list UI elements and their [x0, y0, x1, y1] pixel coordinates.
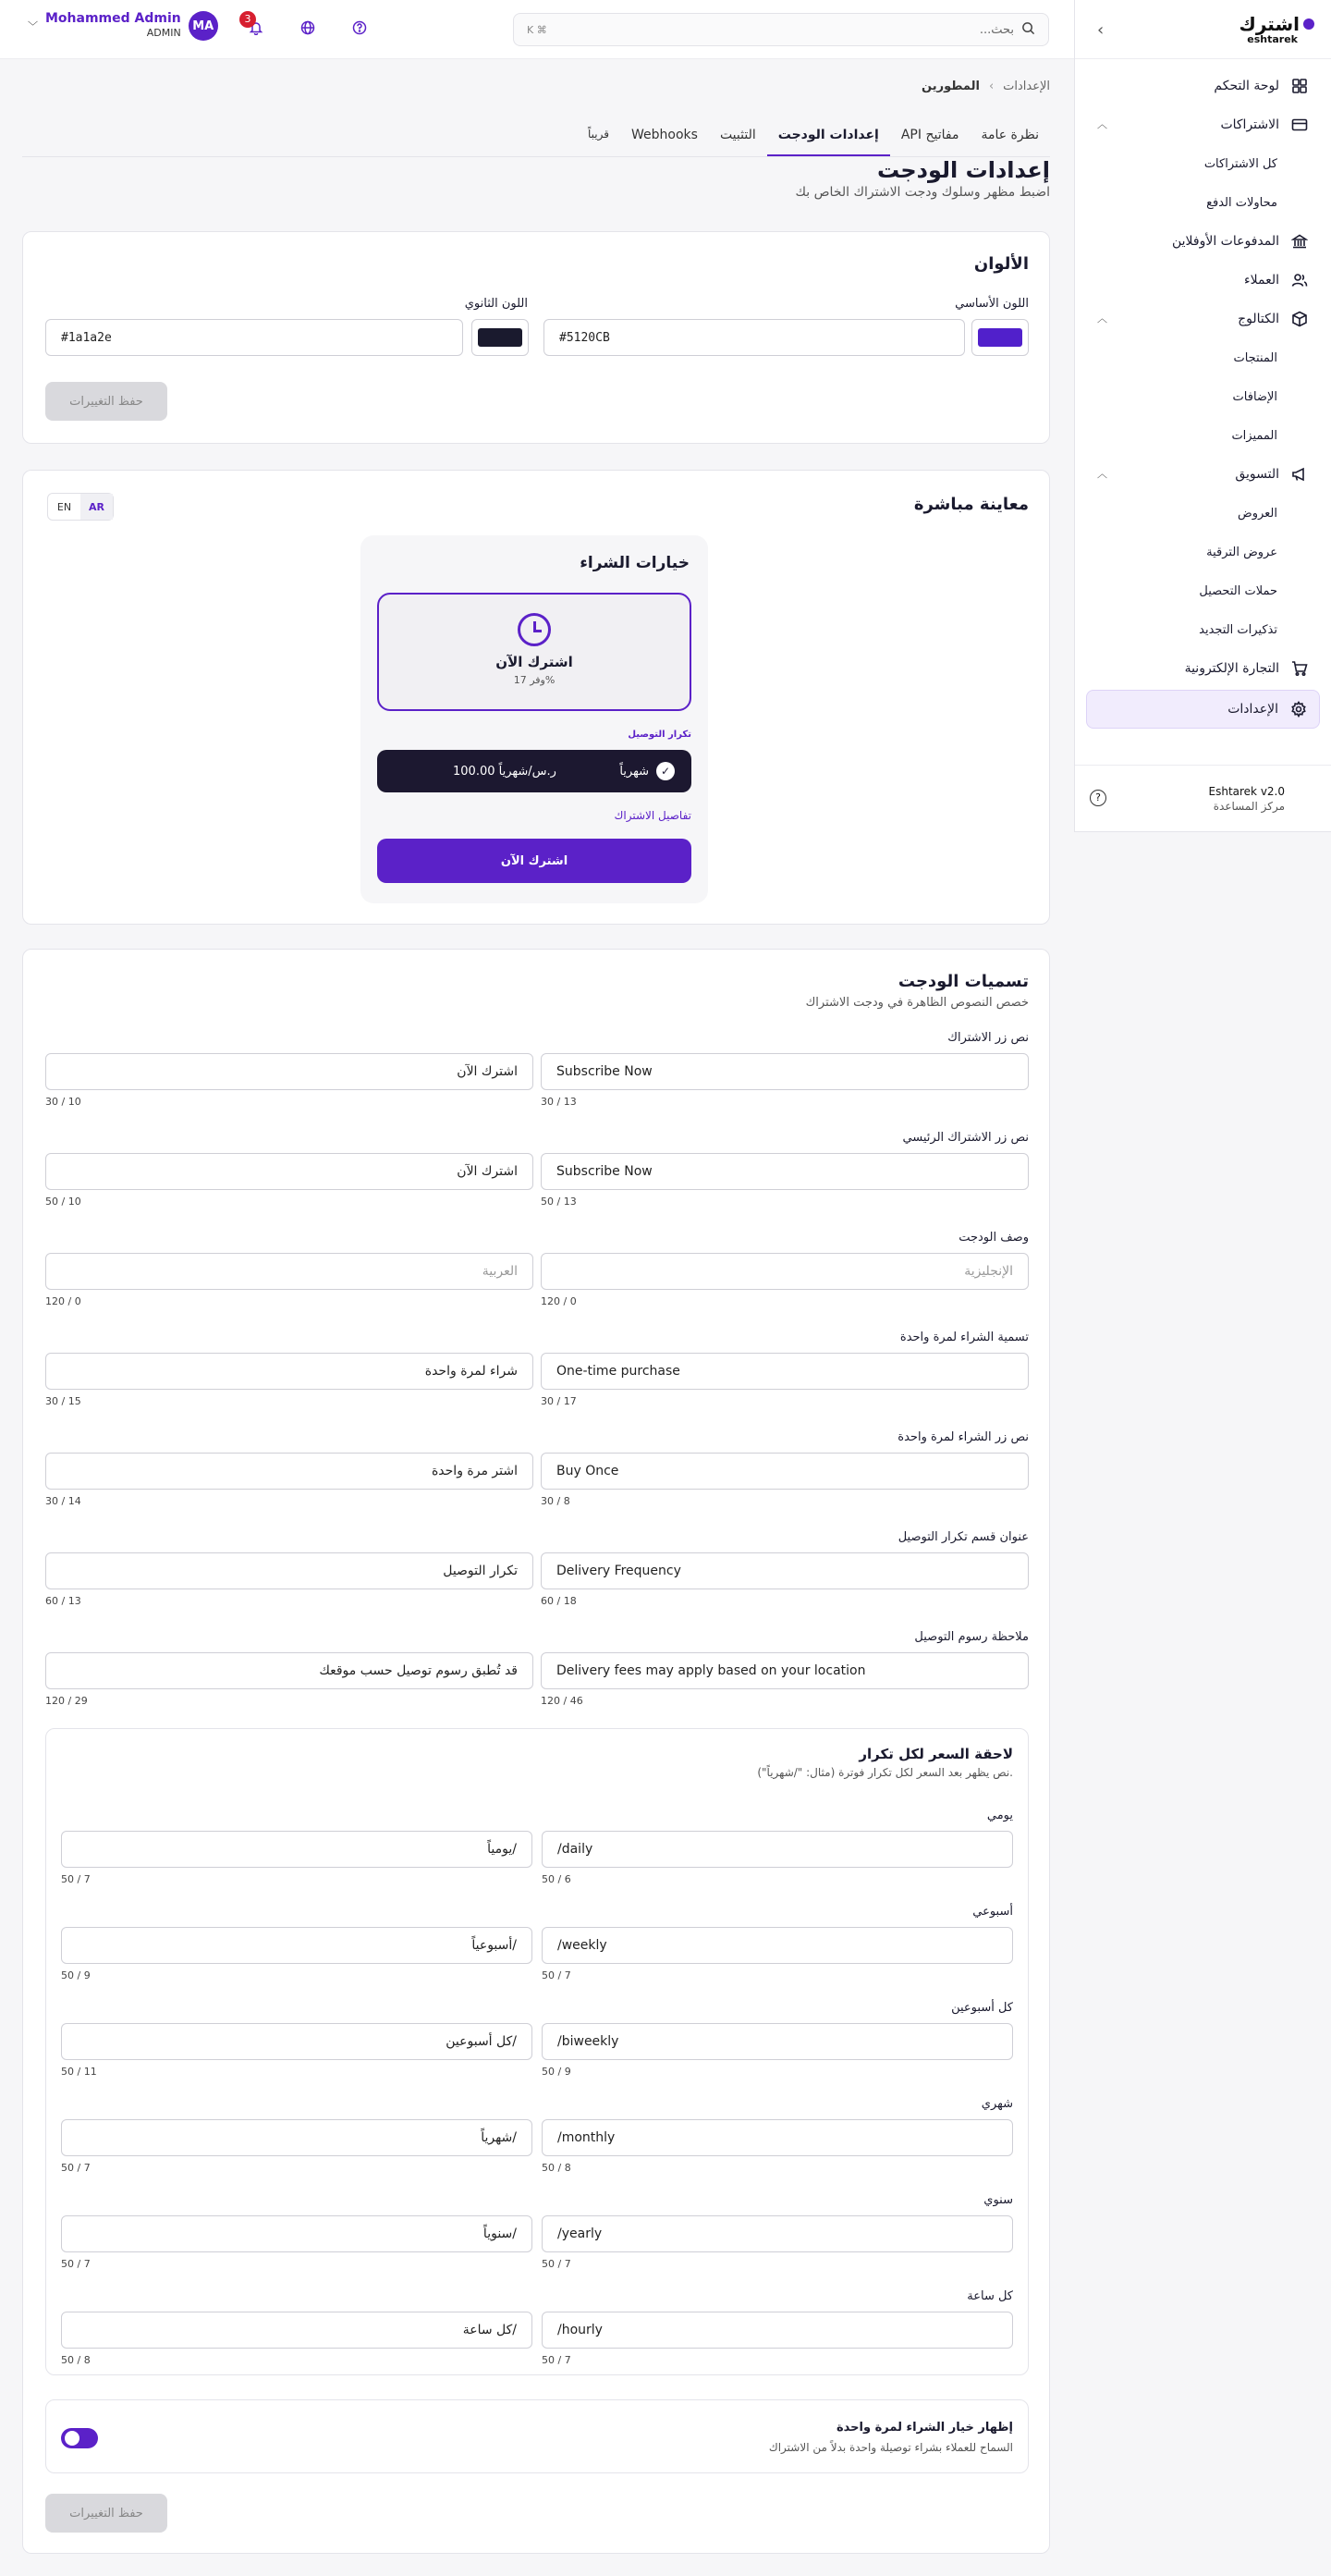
cart-icon [1290, 659, 1309, 678]
chevron-up-icon: ︿ [1097, 313, 1107, 325]
field-label: نص زر الاشتراك الرئيسي [902, 1131, 1029, 1145]
purchase-options-heading: خيارات الشراء [580, 554, 690, 572]
credit-card-icon [1290, 116, 1309, 134]
arabic-char-count: 50 / 11 [61, 2066, 97, 2078]
sidebar-item-upsells[interactable]: عروض الترقية [1206, 545, 1277, 559]
notification-badge: 3 [239, 11, 256, 28]
app-version: Eshtarek v2.0 [1208, 784, 1285, 798]
avatar: MA [189, 11, 218, 41]
gear-icon [1289, 700, 1308, 718]
check-icon: ✓ [656, 762, 675, 780]
arabic-char-count: 50 / 7 [61, 2162, 91, 2174]
arabic-char-count: 60 / 13 [45, 1595, 81, 1607]
tab-widget-settings[interactable]: إعدادات الودجت [767, 118, 890, 156]
bank-icon [1290, 232, 1309, 251]
page-title: إعدادات الودجت [876, 157, 1050, 183]
secondary-color-input[interactable]: #1a1a2e [45, 319, 463, 356]
arabic-char-count: 50 / 9 [61, 1969, 91, 1981]
sidebar-item-products[interactable]: المنتجات [1233, 350, 1277, 365]
sidebar-item-offline-payments[interactable]: المدفوعات الأوفلاين [1086, 222, 1320, 261]
arabic-placeholder: العربية [482, 1264, 518, 1279]
arabic-value-input[interactable]: /أسبوعياً [61, 1927, 532, 1964]
arabic-char-count: 120 / 29 [45, 1695, 88, 1707]
lang-ar-button[interactable]: AR [80, 494, 113, 520]
field-label: نص زر الشراء لمرة واحدة [898, 1430, 1029, 1444]
search-icon [1021, 21, 1035, 39]
onetime-toggle-description: السماح للعملاء بشراء توصيلة واحدة بدلاً من الاشتراك [768, 2441, 1013, 2454]
help-center-link[interactable]: مركز المساعدة [1213, 799, 1285, 813]
arabic-char-count: 30 / 14 [45, 1495, 81, 1507]
subscribe-option[interactable] [377, 593, 691, 711]
english-char-count: 50 / 9 [542, 2066, 571, 2078]
tab-webhooks[interactable]: Webhooks [631, 128, 698, 142]
colors-card [22, 231, 1050, 444]
logo[interactable] [1229, 13, 1314, 48]
english-char-count: 50 / 7 [542, 1969, 571, 1981]
english-value-input[interactable]: One-time purchase [541, 1353, 1029, 1390]
clock-icon [518, 613, 551, 646]
search-input[interactable] [513, 13, 1049, 46]
tab-installation[interactable]: التثبيت [719, 128, 756, 142]
subscription-details-link[interactable]: تفاصيل الاشتراك [614, 809, 691, 822]
arabic-char-count: 50 / 7 [61, 2258, 91, 2270]
sidebar-item-subscriptions[interactable]: ︿ الاشتراكات [1086, 105, 1320, 144]
tab-coming-soon[interactable]: قريباً [588, 128, 609, 141]
english-value-input[interactable]: Delivery Frequency [541, 1552, 1029, 1589]
save-colors-button[interactable]: حفظ التغييرات [45, 382, 167, 421]
field-label: سنوي [983, 2193, 1013, 2207]
english-value-input[interactable]: /monthly [542, 2119, 1013, 2156]
field-label: وصف الودجت [959, 1231, 1029, 1245]
frequency-name: شهرياً [619, 764, 649, 779]
field-label: كل ساعة [967, 2289, 1013, 2303]
breadcrumb-current: المطورين [922, 80, 980, 93]
arabic-char-count: 30 / 10 [45, 1096, 81, 1108]
english-char-count: 50 / 13 [541, 1196, 577, 1208]
field-label: تسمية الشراء لمرة واحدة [899, 1331, 1029, 1344]
chevron-down-icon: ﹀ [28, 20, 38, 32]
english-char-count: 50 / 6 [542, 1873, 571, 1885]
user-menu[interactable] [28, 11, 218, 41]
user-role: ADMIN [146, 27, 181, 39]
sidebar-item-renewal-reminders[interactable]: تذكيرات التجديد [1199, 622, 1277, 637]
sidebar-item-catalog[interactable]: ︿ الكتالوج [1086, 300, 1320, 338]
subscribe-option-title: اشترك الآن [495, 654, 573, 670]
english-value-input[interactable]: /yearly [542, 2215, 1013, 2252]
users-icon [1290, 271, 1309, 289]
sidebar-footer [1075, 765, 1331, 831]
widget-preview [360, 535, 708, 903]
labels-subtitle: خصص النصوص الظاهرة في ودجت الاشتراك [805, 996, 1029, 1010]
secondary-color-label: اللون الثانوي [464, 297, 528, 311]
english-value-input[interactable]: /weekly [542, 1927, 1013, 1964]
onetime-toggle-title: إظهار خيار الشراء لمرة واحدة [836, 2421, 1013, 2435]
field-label: يومي [986, 1809, 1013, 1822]
field-label: شهري [981, 2097, 1013, 2111]
sidebar-item-marketing[interactable]: ︿ التسويق [1086, 455, 1320, 494]
primary-color-label: اللون الأساسي [955, 297, 1029, 311]
price-suffix-section [45, 1728, 1029, 2375]
live-preview-card [22, 470, 1050, 925]
language-toggle [47, 493, 114, 521]
search-placeholder: بحث... [979, 22, 1014, 37]
sidebar-nav [1075, 59, 1331, 736]
subscribe-now-button[interactable]: اشترك الآن [377, 839, 691, 883]
widget-labels-card [22, 949, 1050, 2554]
english-char-count: 30 / 17 [541, 1395, 577, 1407]
english-char-count: 50 / 7 [542, 2258, 571, 2270]
field-label: ملاحظة رسوم التوصيل [914, 1630, 1029, 1644]
subscribe-option-savings: وفر 17% [513, 674, 556, 686]
english-char-count: 50 / 8 [542, 2162, 571, 2174]
megaphone-icon [1290, 465, 1309, 484]
sidebar-item-settings[interactable]: الإعدادات [1086, 690, 1320, 729]
logo-arabic: اشترك [1239, 13, 1300, 35]
secondary-color-swatch[interactable] [471, 319, 529, 356]
english-value-input[interactable]: Buy Once [541, 1453, 1029, 1490]
english-char-count: 120 / 46 [541, 1695, 583, 1707]
sidebar-item-ecommerce[interactable]: التجارة الإلكترونية [1086, 649, 1320, 688]
breadcrumb [922, 80, 1050, 93]
arabic-value-input[interactable]: /كل أسبوعين [61, 2023, 532, 2060]
frequency-option[interactable] [377, 750, 691, 792]
chevron-up-icon: ︿ [1097, 118, 1107, 130]
save-labels-button[interactable]: حفظ التغييرات [45, 2494, 167, 2533]
arabic-char-count: 50 / 8 [61, 2354, 91, 2366]
arabic-value-input[interactable]: /شهرياً [61, 2119, 532, 2156]
english-char-count: 60 / 18 [541, 1595, 577, 1607]
arabic-value-input[interactable]: اشترك الآن [45, 1053, 533, 1090]
sidebar-item-customers[interactable]: العملاء [1086, 261, 1320, 300]
topbar [0, 0, 1074, 59]
sidebar [1074, 0, 1331, 832]
breadcrumb-parent[interactable]: الإعدادات [1003, 80, 1050, 93]
arabic-char-count: 30 / 15 [45, 1395, 81, 1407]
onetime-purchase-section [45, 2399, 1029, 2473]
sidebar-item-features[interactable]: المميزات [1231, 428, 1277, 443]
arabic-char-count: 50 / 10 [45, 1196, 81, 1208]
english-value-input[interactable]: /biweekly [542, 2023, 1013, 2060]
box-icon [1290, 310, 1309, 328]
price-suffix-title: لاحقة السعر لكل تكرار [859, 1746, 1013, 1762]
arabic-char-count: 120 / 0 [45, 1295, 81, 1307]
onetime-toggle-switch[interactable] [61, 2428, 98, 2448]
search-shortcut: K ⌘ [527, 23, 547, 36]
page-header [795, 157, 1050, 200]
user-name: Mohammed Admin [45, 11, 181, 26]
sidebar-item-payment-attempts[interactable]: محاولات الدفع [1206, 195, 1277, 210]
english-value-input[interactable]: Delivery fees may apply based on your location [541, 1652, 1029, 1689]
english-value-input[interactable]: /daily [542, 1831, 1013, 1868]
field-label: عنوان قسم تكرار التوصيل [898, 1530, 1029, 1544]
english-char-count: 50 / 7 [542, 2354, 571, 2366]
dashboard-icon [1290, 77, 1309, 95]
collapse-sidebar-icon[interactable]: ‹ [1097, 20, 1105, 40]
english-value-input[interactable]: Subscribe Now [541, 1153, 1029, 1190]
sidebar-item-dashboard[interactable]: لوحة التحكم [1086, 67, 1320, 105]
arabic-value-input[interactable]: تكرار التوصيل [45, 1552, 533, 1589]
frequency-price: 100.00 ر.س/شهرياً [453, 764, 556, 779]
frequency-label: تكرار التوصيل [628, 730, 691, 740]
chevron-up-icon: ︿ [1097, 468, 1107, 480]
field-label: نص زر الاشتراك [947, 1031, 1029, 1045]
tab-overview[interactable]: نظرة عامة [981, 128, 1039, 142]
sidebar-item-offers[interactable]: العروض [1237, 506, 1277, 521]
arabic-value-input[interactable]: اشترك الآن [45, 1153, 533, 1190]
help-icon[interactable]: ? [1090, 790, 1106, 806]
labels-title: تسميات الودجت [898, 972, 1029, 991]
sidebar-item-addons[interactable]: الإضافات [1232, 389, 1277, 404]
arabic-value-input[interactable]: /كل ساعة [61, 2312, 532, 2349]
arabic-value-input[interactable]: اشتر مرة واحدة [45, 1453, 533, 1490]
english-char-count: 30 / 8 [541, 1495, 570, 1507]
price-suffix-subtitle: نص يظهر بعد السعر لكل تكرار فوترة (مثال: "/شهرياً"). [757, 1766, 1013, 1779]
breadcrumb-separator: › [988, 80, 995, 93]
english-placeholder: الإنجليزية [964, 1264, 1013, 1279]
sidebar-item-all-subscriptions[interactable]: كل الاشتراكات [1203, 156, 1277, 171]
tab-api-keys[interactable]: مفاتيح API [900, 128, 959, 142]
help-circle-icon[interactable] [351, 20, 368, 37]
preview-title: معاينة مباشرة [913, 495, 1029, 514]
english-value-input[interactable]: /hourly [542, 2312, 1013, 2349]
english-char-count: 120 / 0 [541, 1295, 577, 1307]
arabic-value-input[interactable]: شراء لمرة واحدة [45, 1353, 533, 1390]
globe-icon[interactable] [299, 20, 316, 37]
arabic-value-input[interactable]: /سنوياً [61, 2215, 532, 2252]
logo-mark-icon [1303, 18, 1314, 30]
arabic-char-count: 50 / 7 [61, 1873, 91, 1885]
arabic-value-input[interactable]: قد تُطبق رسوم توصيل حسب موقعك [45, 1652, 533, 1689]
sidebar-item-dunning[interactable]: حملات التحصيل [1199, 583, 1277, 598]
english-value-input[interactable] [541, 1253, 1029, 1290]
arabic-value-input[interactable] [45, 1253, 533, 1290]
lang-en-button[interactable]: EN [56, 500, 72, 513]
primary-color-input[interactable]: #5120CB [543, 319, 965, 356]
sidebar-header [1075, 0, 1331, 59]
primary-color-swatch[interactable] [971, 319, 1029, 356]
arabic-value-input[interactable]: /يومياً [61, 1831, 532, 1868]
field-label: كل أسبوعين [951, 2001, 1013, 2015]
english-char-count: 30 / 13 [541, 1096, 577, 1108]
field-label: أسبوعي [972, 1905, 1013, 1919]
page-subtitle: اضبط مظهر وسلوك ودجت الاشتراك الخاص بك [795, 185, 1050, 200]
english-value-input[interactable]: Subscribe Now [541, 1053, 1029, 1090]
logo-english: eshtarek [1247, 33, 1298, 45]
colors-title: الألوان [973, 254, 1029, 274]
tabs [22, 118, 1050, 157]
